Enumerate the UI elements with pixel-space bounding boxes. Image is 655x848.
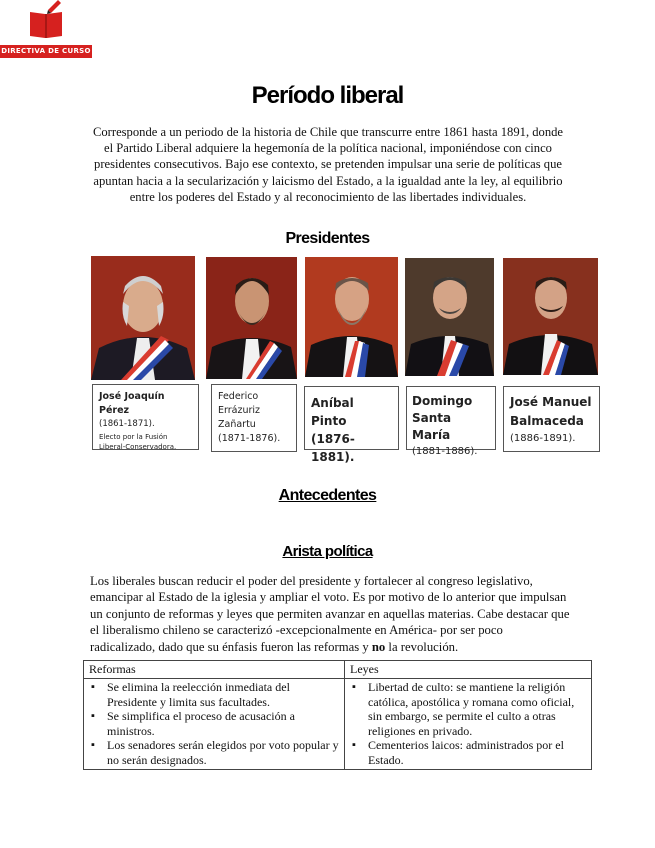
president-name: José Manuel Balmaceda — [510, 395, 592, 428]
table-header-reformas: Reformas — [84, 661, 345, 679]
emphasis-no: no — [371, 639, 386, 654]
caption-anibal-pinto — [304, 386, 399, 464]
intro-paragraph: Corresponde a un periodo de la historia de Chile que transcurre entre 1861 hasta 1891, donde el Partido Liberal adquiere la hegemonía de la política nacional, imponiéndose con cinco presidentes consecutivos. Bajo ese contexto, se pretenden impulsar una serie de políticas que apuntan hacia a la secularización y laicismo del Estado, a la igualdad ante la ley, al equilibrio entre los poderes del Estado y al reconocimiento de las libertades individuales. — [92, 125, 564, 204]
president-dates: (1881-1886). — [412, 446, 478, 457]
list-item: ▪ Se elimina la reelección inmediata del Presidente y limita sus facultades. — [107, 680, 339, 709]
arista-politica-heading: Arista política — [282, 543, 373, 560]
caption-federico-errazuriz — [211, 384, 297, 452]
list-item: ▪ Se simplifica el proceso de acusación a ministros. — [107, 709, 339, 738]
reformas-cell — [84, 679, 345, 770]
president-dates: (1861-1871). — [99, 419, 155, 429]
directiva-de-curso-logo — [0, 0, 92, 60]
portrait-domingo-santa-maria — [405, 258, 494, 376]
list-item: ▪ Cementerios laicos: administrados por el Estado. — [368, 738, 586, 767]
book-pen-icon — [26, 0, 66, 40]
president-dates: (1871-1876). — [218, 433, 281, 444]
presidents-heading: Presidentes — [285, 230, 370, 247]
table-header-leyes: Leyes — [345, 661, 592, 679]
logo-label: DIRECTIVA DE CURSO — [0, 45, 92, 58]
president-dates: (1886-1891). — [510, 433, 576, 444]
caption-jose-joaquin-perez — [92, 384, 199, 450]
president-name: José Joaquín Pérez — [99, 391, 165, 416]
reformas-list — [89, 680, 339, 768]
arista-politica-paragraph — [90, 573, 570, 655]
portrait-jose-manuel-balmaceda — [503, 258, 598, 375]
leyes-cell — [345, 679, 592, 770]
paragraph-text: Los liberales buscan reducir el poder del presidente y fortalecer al congreso legislativo, emancipar al Estado de la iglesia y ampliar el voto. Es por motivo de lo anterior que impulsan un conjunto de reformas y leyes que permiten avanzar en aquellas materias. Cabe destacar que el liberalismo chileno se caracterizó -excepcionalmente en América- por ser poco radicalizado, dado que su énfasis fueron las reformas y — [90, 574, 570, 654]
reformas-leyes-table — [83, 660, 592, 770]
portrait-anibal-pinto — [305, 257, 398, 377]
caption-jose-manuel-balmaceda — [503, 386, 600, 452]
leyes-list — [350, 680, 586, 768]
page-title: Período liberal — [251, 82, 404, 109]
caption-domingo-santa-maria — [406, 386, 496, 457]
president-name: Domingo Santa María — [412, 394, 473, 442]
paragraph-text-end: la revolución. — [385, 639, 459, 654]
list-item: ▪ Libertad de culto: se mantiene la religión católica, apostólica y romana como oficial, sin embargo, se permite el culto a otras religiones en privado. — [368, 680, 586, 738]
president-note: Electo por la Fusión Liberal-Conservadora. — [99, 433, 177, 451]
antecedentes-heading: Antecedentes — [278, 487, 377, 504]
list-item: ▪ Los senadores serán elegidos por voto popular y no serán designados. — [107, 738, 339, 767]
president-name: Federico Errázuriz Zañartu — [218, 391, 261, 430]
president-dates: (1876-1881). — [311, 432, 355, 464]
portrait-jose-joaquin-perez — [91, 256, 195, 380]
president-name: Aníbal Pinto — [311, 396, 354, 428]
portrait-federico-errazuriz — [206, 257, 297, 379]
